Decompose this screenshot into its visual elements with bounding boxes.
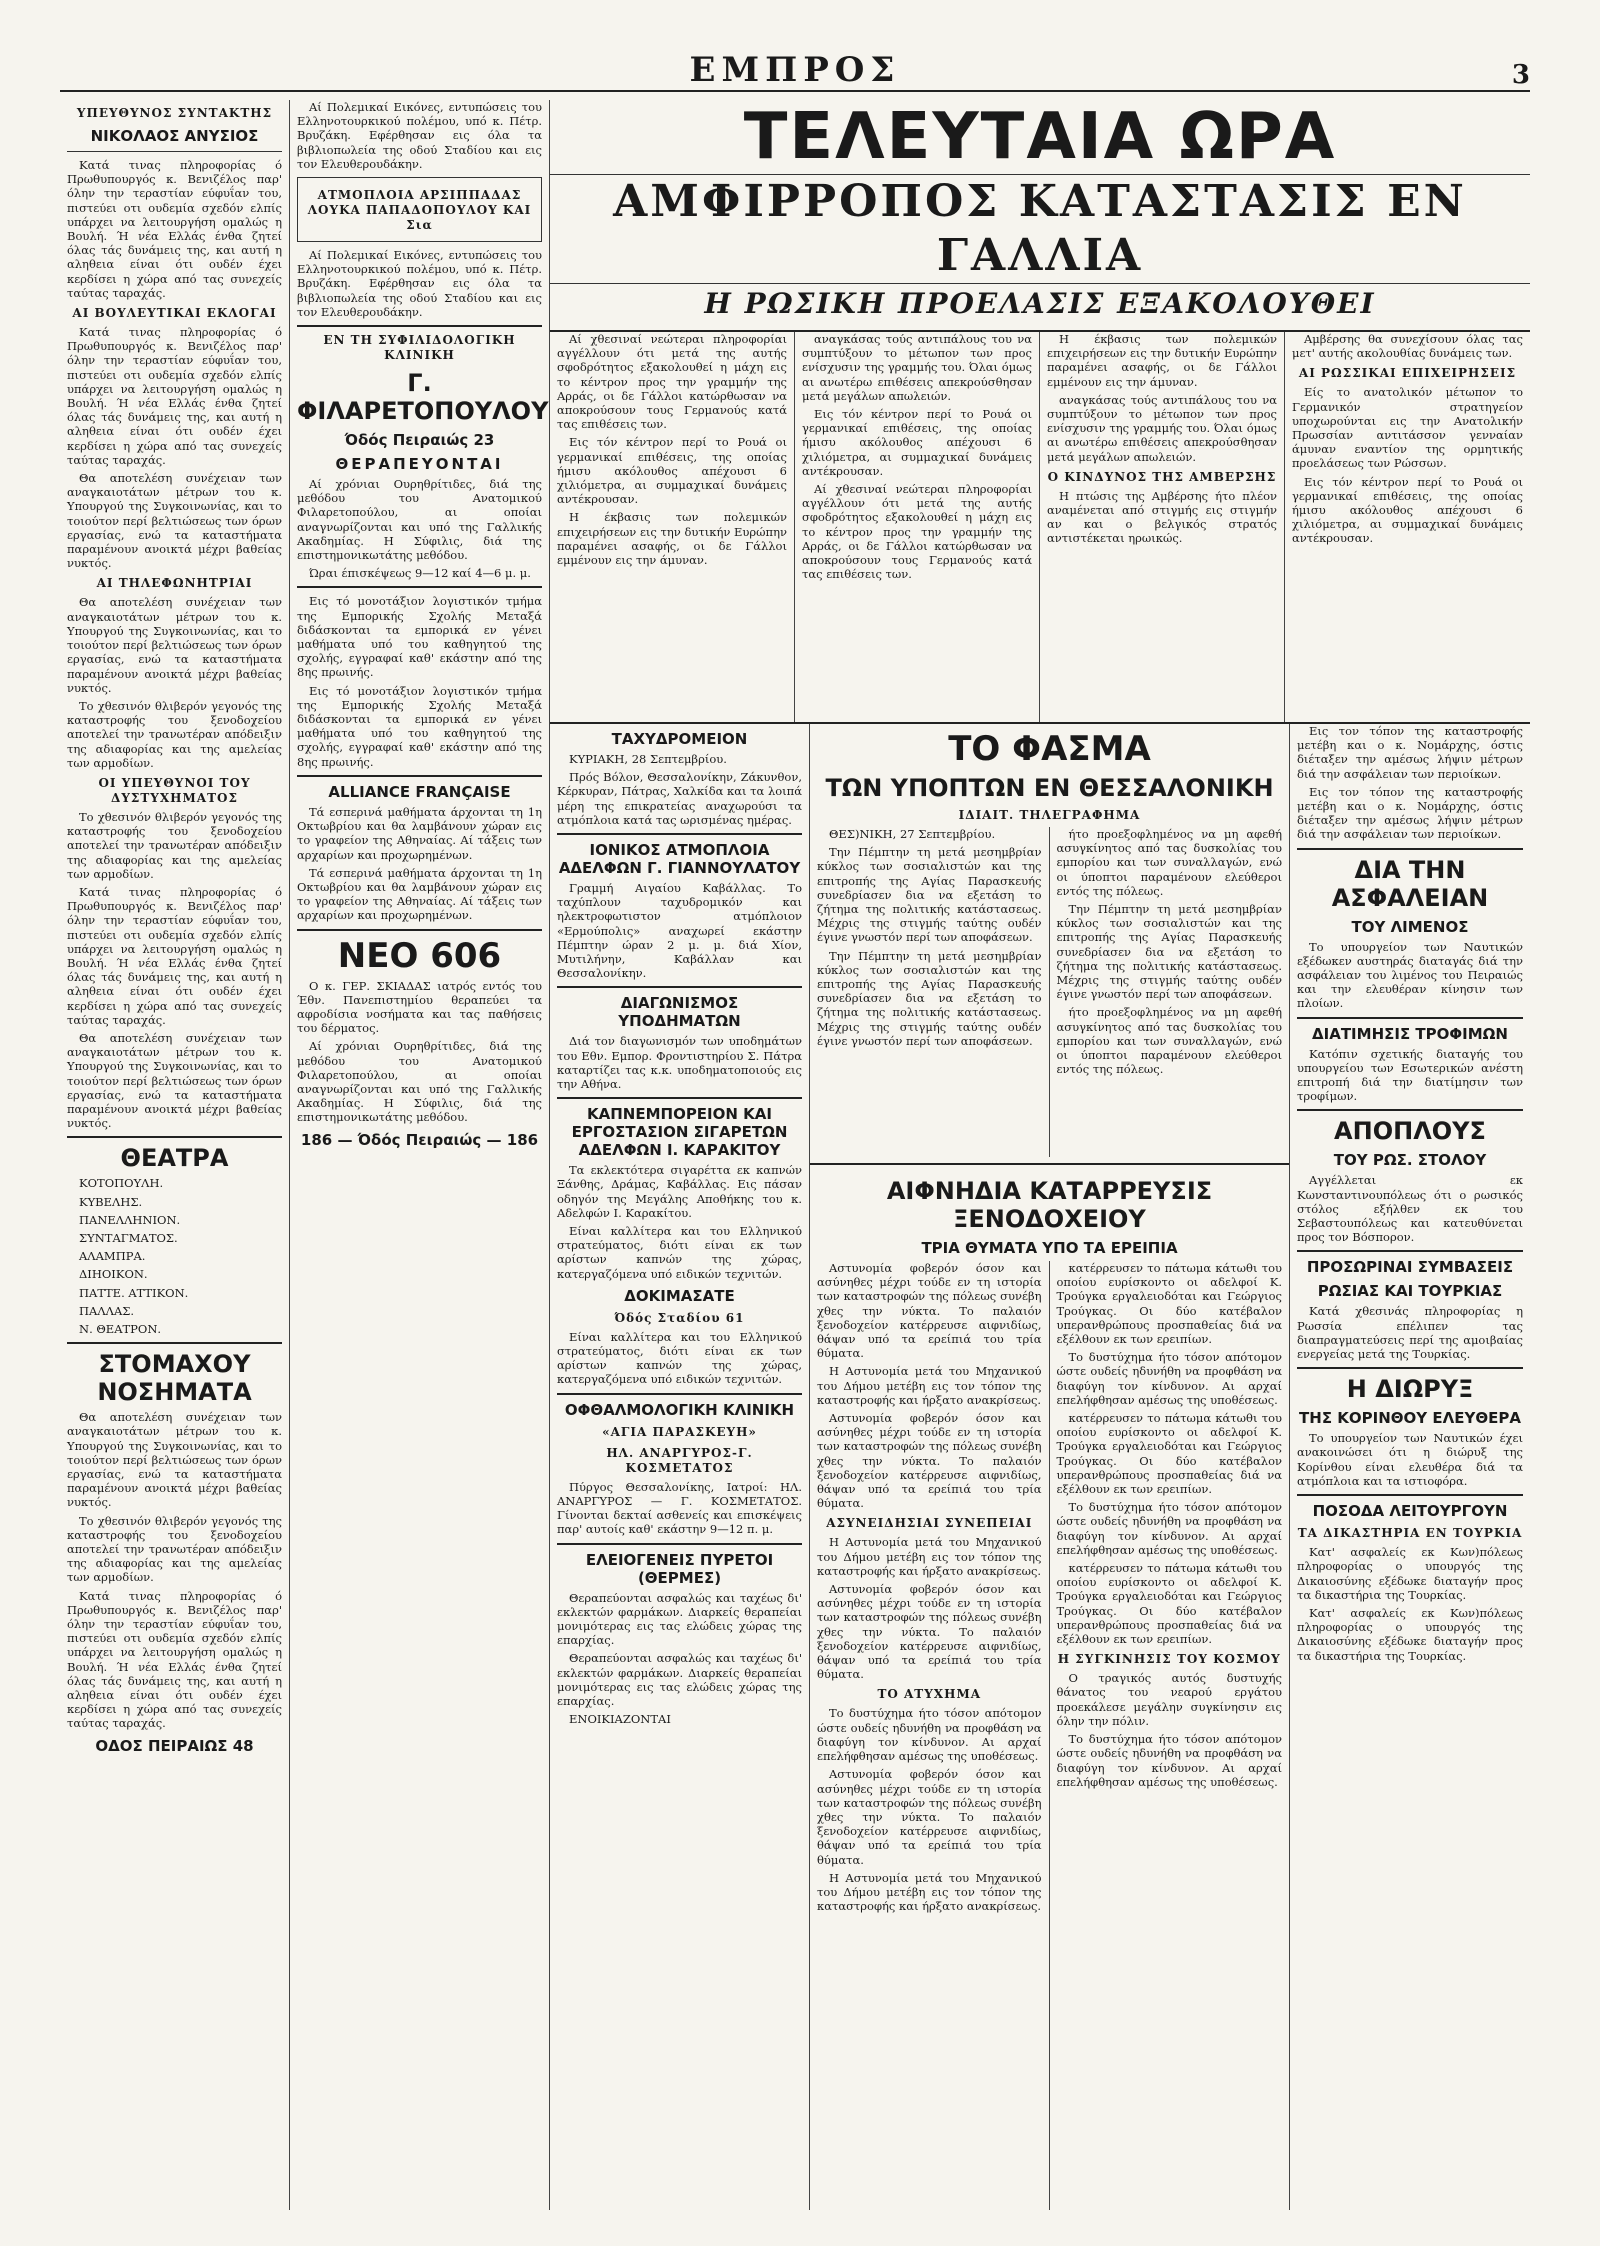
article-text: Πύργος Θεσσαλονίκης, Ιατροί: ΗΛ. ΑΝΑΡΓΥΡΟΣ — Γ. ΚΟΣΜΕΤΑΤΟΣ. Γίνονται δεκταί ασθενείς και επισκέψεις παρ' αυτοίς καθ' εκάστην 9—12 π. μ. bbox=[557, 1479, 802, 1537]
theatre-item: ΔΙΗΟΙΚΟΝ. bbox=[79, 1267, 148, 1282]
article-text: Αγγέλλεται εκ Κωνσταντινουπόλεως ότι ο ρωσικός στόλος εξήλθεν εκ του Σεβαστουπόλεως και κατευθύνεται προς τον Βόσπορον. bbox=[1297, 1173, 1523, 1245]
diagonismos-header: ΔΙΑΓΩΝΙΣΜΟΣ ΥΠΟΔΗΜΑΤΩΝ bbox=[618, 994, 741, 1031]
canal-sub: ΤΗΣ ΚΟΡΙΝΘΟΥ ΕΛΕΥΘΕΡΑ bbox=[1299, 1409, 1521, 1428]
clinic-header: ΕΝ ΤΗ ΣΥΦΙΛΙΔΟΛΟΓΙΚΗ ΚΛΙΝΙΚΗ bbox=[323, 333, 516, 363]
theatre-item: ΠΑΝΕΛΛΗΝΙΟΝ. bbox=[79, 1212, 181, 1227]
article-text: Η Αστυνομία μετά του Μηχανικού του Δήμου μετέβη εις τον τόπον της καταστροφής και ήρξατο ανακρίσεως. bbox=[817, 1535, 1042, 1578]
article-text: Αμβέρσης θα συνεχίσουν όλας τας μετ' αυτής ακολουθίας δυνάμεις των. bbox=[1292, 332, 1523, 361]
article-text: Γραμμή Αιγαίου Καβάλλας. Το ταχύπλουν ταχυδρομικόν και ηλεκτροφωτιστον ατμόπλοιον «Ερμούπολις» αναχωρεί εκάστην Πέμπτην ώραν 2 μ. μ. διά Χίον, Μυτιλήνην, Καβάλλαν και Θεσσαλονίκην. bbox=[557, 881, 802, 981]
right-area bbox=[550, 100, 1530, 2210]
article-text: Κατά χθεσινάς πληροφορίας η Ρωσσία επέλιπεν τας διαπραγματεύσεις περί της αμοιβαίας ενεργείας μετά της Τουρκίας. bbox=[1297, 1304, 1523, 1362]
stomach-ad-header: ΣΤΟΜΑΧΟΥ ΝΟΣΗΜΑΤΑ bbox=[97, 1350, 252, 1407]
article-text: Εις τον τόπον της καταστροφής μετέβη και ο κ. Νομάρχης, όστις διέταξεν την αμέσως λήψιν μέτρων διά την ασφάλειαν των περιοίκων. bbox=[1297, 724, 1523, 781]
subhead-consequences: ΑΣΥΝΕΙΔΗΣΙΑΙ ΣΥΝΕΠΕΙΑΙ bbox=[826, 1516, 1033, 1531]
agreements-sub: ΡΩΣΙΑΣ ΚΑΙ ΤΟΥΡΚΙΑΣ bbox=[1317, 1282, 1503, 1301]
clinic-treat: ΘΕΡΑΠΕΥΟΝΤΑΙ bbox=[335, 455, 504, 474]
kapnemporeion-header: ΚΑΠΝΕΜΠΟΡΕΙΟΝ ΚΑΙ ΕΡΓΟΣΤΑΣΙΟΝ ΣΙΓΑΡΕΤΩΝ ΑΔΕΛΦΩΝ Ι. ΚΑΡΑΚΙΤΟΥ bbox=[571, 1105, 788, 1160]
fasma-headline: ΤΟ ΦΑΣΜΑ bbox=[948, 729, 1151, 769]
page-number: 3 bbox=[1511, 60, 1530, 90]
lower-left-column bbox=[550, 724, 810, 2210]
harbor-safety-header: ΔΙΑ ΤΗΝ ΑΣΦΑΛΕΙΑΝ bbox=[1331, 855, 1489, 912]
masthead-title: ΕΜΠΡΟΣ bbox=[689, 50, 901, 90]
collapse-sub: ΤΡΙΑ ΘΥΜΑΤΑ ΥΠΟ ΤΑ ΕΡΕΙΠΙΑ bbox=[921, 1239, 1178, 1257]
article-text: Η πτώσις της Αμβέρσης ήτο πλέον αναμένεται από στιγμής εις στιγμήν αν και ο βελγικός στρατός αντιστέκεται ηρωικώς. bbox=[1047, 488, 1277, 546]
subhead-accident: ΤΟ ΑΤΥΧΗΜΑ bbox=[877, 1687, 982, 1702]
article-text: Αστυνομία φοβερόν όσον και ασύνηθες μέχρι τούδε εν τη ιστορία των καταστροφών της πόλεως συνέβη χθες την νύκτα. Το παλαιόν ξενοδοχείον κατέρρευσε αιφνιδίως, θάψαν υπό τα ερείπιά του τρία θύματα. bbox=[817, 1261, 1042, 1361]
article-text: αναγκάσας τούς αντιπάλους του να συμπτύξουν το μέτωπον των προς ενίσχυσιν της γραμμής του. Όλαι όμως αι ανωτέρω επιθέσεις απεκρούσθησαν μετά μεγάλων απωλειών. bbox=[802, 332, 1032, 403]
canal-header: Η ΔΙΩΡΥΞ bbox=[1346, 1375, 1474, 1404]
theatre-item: ΑΛΑΜΠΡΑ. bbox=[79, 1249, 146, 1264]
neo-address: 186 — Όδός Πειραιώς — 186 bbox=[300, 1130, 539, 1149]
article-text: Το δυστύχημα ήτο τόσον απότομον ώστε ουδείς ηδυνήθη να προφθάση να διαφύγη τον κίνδυνον. Αι αρχαί επελήφθησαν αμέσως της υποθέσεως. bbox=[817, 1706, 1042, 1764]
subhead-elections: ΑΙ ΒΟΥΛΕΥΤΙΚΑΙ ΕΚΛΟΓΑΙ bbox=[72, 306, 277, 321]
editor-header: ΥΠΕΥΘΥΝΟΣ ΣΥΝΤΑΚΤΗΣ bbox=[76, 106, 273, 120]
article-text: Κατ' ασφαλείς εκ Κων)πόλεως πληροφορίας ο υπουργός της Δικαιοσύνης εξέδωκε διαταγήν προς τα δικαστήρια της Τουρκίας. bbox=[1297, 1605, 1523, 1663]
theatre-item: ΚΥΒΕΛΗΣ. bbox=[79, 1194, 143, 1209]
article-text: Η Αστυνομία μετά του Μηχανικού του Δήμου μετέβη εις τον τόπον της καταστροφής και ήρξατο ανακρίσεως. bbox=[817, 1870, 1042, 1914]
article-text: Το χθεσινόν θλιβερόν γεγονός της καταστροφής του ξενοδοχείου αποτελεί την τρανωτέραν απόδειξιν της αδιαφορίας και της αμελείας των αρμοδίων. bbox=[67, 809, 282, 881]
clinic-hours: Ώραι έπισκέψεως 9—12 καί 4—6 μ. μ. bbox=[309, 566, 531, 581]
fasma-telegram: ΙΔΙΑΙΤ. ΤΗΛΕΓΡΑΦΗΜΑ bbox=[958, 808, 1141, 822]
article-text: Εις τόν κέντρον περί το Ρουά οι γερμανικαί επιθέσεις, της οποίας ήμισυ ακόλουθος απέχουσι 6 χιλιόμετρα, αι συμμαχικαί δυνάμεις αντέκρουσαν. bbox=[802, 407, 1032, 478]
theatre-item: ΣΥΝΤΑΓΜΑΤΟΣ. bbox=[79, 1231, 178, 1245]
article-text: Θεραπεύονται ασφαλώς και ταχέως δι' εκλεκτών φαρμάκων. Διαρκείς θεραπείαι μονιμότερας εις τας ελώδεις χώρας της επαρχίας. bbox=[557, 1651, 802, 1708]
main-headline-block bbox=[550, 100, 1530, 332]
dokimasate: ΔΟΚΙΜΑΣΑΤΕ bbox=[624, 1286, 735, 1305]
clinic-name: Γ. ΦΙΛΑΡΕΤΟΠΟΥΛΟΥ bbox=[297, 369, 549, 426]
article-text: αναγκάσας τούς αντιπάλους του να συμπτύξουν το μέτωπον των προς ενίσχυσιν της γραμμής του. Όλαι όμως αι ανωτέρω επιθέσεις απεκρούσθησαν μετά μεγάλων απωλειών. bbox=[1047, 392, 1277, 464]
harbor-safety-sub: ΤΟΥ ΛΙΜΕΝΟΣ bbox=[1351, 917, 1469, 936]
alliance-header: ALLIANCE FRANÇAISE bbox=[328, 782, 511, 801]
editor-name: ΝΙΚΟΛΑΟΣ ΑΝΥΣΙΟΣ bbox=[90, 127, 259, 145]
ad-shipping: ΑΤΜΟΠΛΟΙΑ ΑΡΣΙΠΠΑΔΑΣ ΛΟΥΚΑ ΠΑΠΑΔΟΠΟΥΛΟΥ ΚΑΙ Σια bbox=[297, 177, 542, 242]
article-text: Είς το ανατολικόν μέτωπον το Γερμανικόν στρατηγείον υποχωρούνται εις την Ανατολικήν Πρωσσίαν αντιτάσσον γενναίαν άμυναν εναντίον της ορμητικής προελάσεως των Ρώσσων. bbox=[1292, 385, 1523, 471]
article-text: Αστυνομία φοβερόν όσον και ασύνηθες μέχρι τούδε εν τη ιστορία των καταστροφών της πόλεως συνέβη χθες την νύκτα. Το παλαιόν ξενοδοχείον κατέρρευσε αιφνιδίως, θάψαν υπό τα ερείπιά του τρία θύματα. bbox=[817, 1767, 1042, 1867]
article-text: Θεραπεύονται ασφαλώς και ταχέως δι' εκλεκτών φαρμάκων. Διαρκείς θεραπείαι μονιμότερας εις τας ελώδεις χώρας της επαρχίας. bbox=[557, 1590, 802, 1648]
article-text: Αί χθεσιναί νεώτεραι πληροφορίαι αγγέλλουν ότι μετά της αυτής σφοδρότητος εξακολουθεί η μάχη εις το κέντρον προς την γραμμήν της Αρράς, οι δε Γάλλοι κατώρθωσαν να αποκρούσουν τους Γερμανούς κατά τας επιθέσεις των. bbox=[557, 332, 787, 432]
subhead-responsible: ΟΙ ΥΠΕΥΘΥΝΟΙ ΤΟΥ ΔΥΣΤΥΧΗΜΑΤΟΣ bbox=[98, 775, 251, 805]
lower-right-column bbox=[1290, 724, 1530, 2210]
ad-text: Κατά τινας πληροφορίας ό Πρωθυπουργός κ. Βενιζέλος παρ' όλην την τεραστίαν εύφυΐαν του, πιστεύει οτι ουδεμία σχεδόν ελπίς υπάρχει να λειτουργήση ομαλώς η Βουλή. Ή νέα Ελλάς ένθα ζητεί όλας τάς δυνάμεις της, και αυτή η αληθεια είναι ότι ουδέν έχει κερδίσει η χώρα από τας συνεχείς ταύτας ταραχάς. bbox=[67, 1588, 282, 1731]
ophthalmo-doctors: ΗΛ. ΑΝΑΡΓΥΡΟΣ-Γ. ΚΟΣΜΕΤΑΤΟΣ bbox=[606, 1445, 753, 1475]
article-text: Εις τό μονοτάξιον λογιστικόν τμήμα της Εμπορικής Σχολής Μεταξά διδάσκονται τα εμπορικά εν γένει μαθήματα υπό του καθηγητού της σχολής, εγγραφαί καθ' εκάστην από της 8ης πρωινής. bbox=[297, 683, 542, 769]
article-text: Τα εκλεκτότερα σιγαρέττα εκ καπνών Ξάνθης, Δράμας, Καβάλλας. Εις πάσαν οδηγόν της Μεγάλης Αποθήκης του κ. Αδελφών Ι. Καρακίτου. bbox=[557, 1163, 802, 1220]
ad-text: Θα αποτελέση συνέχειαν των αναγκαιοτάτων μέτρων του κ. Υπουργού της Συγκοινωνίας, και το τοιούτον περί βελτιώσεως των όρων εργασίας, ενώ τα καταστήματα παραμένουν ανοικτά μέχρι βαθείας νυκτός. bbox=[67, 1410, 282, 1510]
theatre-header: ΘΕΑΤΡΑ bbox=[120, 1144, 229, 1173]
ophthalmo-header: ΟΦΘΑΛΜΟΛΟΓΙΚΗ ΚΛΙΝΙΚΗ bbox=[564, 1400, 795, 1419]
fleet-sub: ΤΟΥ ΡΩΣ. ΣΤΟΛΟΥ bbox=[1333, 1151, 1487, 1170]
article-text: Το δυστύχημα ήτο τόσον απότομον ώστε ουδείς ηδυνήθη να προφθάση να διαφύγη τον κίνδυνον. Αι αρχαί επελήφθησαν αμέσως της υποθέσεως. bbox=[1056, 1732, 1282, 1789]
subhead-emotion: Η ΣΥΓΚΙΝΗΣΙΣ ΤΟΥ ΚΟΣΜΟΥ bbox=[1057, 1652, 1281, 1667]
article-text: Κατ' ασφαλείς εκ Κων)πόλεως πληροφορίας ο υπουργός της Δικαιοσύνης εξέδωκε διαταγήν προς τα δικαστήρια της Τουρκίας. bbox=[1297, 1545, 1523, 1602]
article-text: Εις τόν κέντρον περί το Ρουά οι γερμανικαί επιθέσεις, της οποίας ήμισυ ακόλουθος απέχουσι 6 χιλιόμετρα, αι συμμαχικαί δυνάμεις αντέκρουσαν. bbox=[1292, 474, 1523, 546]
article-text: Το χθεσινόν θλιβερόν γεγονός της καταστροφής του ξενοδοχείου αποτελεί την τρανωτέραν απόδειξιν της αδιαφορίας και της αμελείας των αρμοδίων. bbox=[67, 698, 282, 770]
stomach-ad-address: ΟΔΟΣ ΠΕΙΡΑΙΩΣ 48 bbox=[95, 1736, 254, 1755]
ophthalmo-name: «ΑΓΙΑ ΠΑΡΑΣΚΕΥΗ» bbox=[602, 1424, 757, 1439]
article-text: Τά εσπερινά μαθήματα άρχονται τη 1η Οκτωβρίου και θα λαμβάνουν χώραν εις το γραφείον της Αθηναίας. Αί τάξεις των αρχαρίων και προχωρημένων. bbox=[297, 865, 542, 923]
article-text: ήτο προεξοφλημένος να μη αφεθή ασυγκίνητος από τας δυσκολίας του εμπορίου και των συναλλαγών, ενώ οι ύποπτοι παραμένουν ελεύθεροι εντός της πόλεως. bbox=[1056, 1005, 1282, 1077]
article-text: κατέρρευσεν το πάτωμα κάτωθι του οποίου ευρίσκοντο οι αδελφοί Κ. Τρούγκα εργαλειοδόται και Γεώργιος Τρούγκας. Οι δύο κατέβαλον υπερανθρώπους προσπαθείας διά να εξέλθουν εκ των ερειπίων. bbox=[1056, 1561, 1282, 1647]
food-prices-header: ΔΙΑΤΙΜΗΣΙΣ ΤΡΟΦΙΜΩΝ bbox=[1312, 1024, 1508, 1043]
article-text: Πρός Βόλον, Θεσσαλονίκην, Ζάκυνθον, Κέρκυραν, Πάτρας, Χαλκίδα και τα λοιπά μέρη της επικρατείας αναχωρούσι τα ατμόπλοια κατά τας ωρισμένας ημέρας. bbox=[557, 770, 802, 827]
war-news-block bbox=[550, 332, 1530, 724]
article-text: Αστυνομία φοβερόν όσον και ασύνηθες μέχρι τούδε εν τη ιστορία των καταστροφών της πόλεως συνέβη χθες την νύκτα. Το παλαιόν ξενοδοχείον κατέρρευσε αιφνιδίως, θάψαν υπό τα ερείπιά του τρία θύματα. bbox=[817, 1411, 1042, 1511]
article-text: Το δυστύχημα ήτο τόσον απότομον ώστε ουδείς ηδυνήθη να προφθάση να διαφύγη τον κίνδυνον. Αι αρχαί επελήφθησαν αμέσως της υποθέσεως. bbox=[1056, 1500, 1282, 1557]
article-text: κατέρρευσεν το πάτωμα κάτωθι του οποίου ευρίσκοντο οι αδελφοί Κ. Τρούγκα εργαλειοδόται και Γεώργιος Τρούγκας. Οι δύο κατέβαλον υπερανθρώπους προσπαθείας διά να εξέλθουν εκ των ερειπίων. bbox=[1056, 1261, 1282, 1347]
article-text: Το υπουργείον των Ναυτικών εξέδωκεν αυστηράς διαταγάς διά την ασφάλειαν του λιμένος του Πειραιώς και την ελευθέραν κίνησιν των πλοίων. bbox=[1297, 939, 1523, 1011]
article-text: Εις τό μονοτάξιον λογιστικόν τμήμα της Εμπορικής Σχολής Μεταξά διδάσκονται τα εμπορικά εν γένει μαθήματα υπό του καθηγητού της σχολής, εγγραφαί καθ' εκάστην από της 8ης πρωινής. bbox=[297, 594, 542, 680]
article-text: κατέρρευσεν το πάτωμα κάτωθι του οποίου ευρίσκοντο οι αδελφοί Κ. Τρούγκα εργαλειοδόται και Γεώργιος Τρούγκας. Οι δύο κατέβαλον υπερανθρώπους προσπαθείας διά να εξέλθουν εκ των ερειπίων. bbox=[1056, 1411, 1282, 1497]
article-text: Κατά τινας πληροφορίας ό Πρωθυπουργός κ. Βενιζέλος παρ' όλην την τεραστίαν εύφυΐαν του, πιστεύει οτι ουδεμία σχεδόν ελπίς υπάρχει να λειτουργήση ομαλώς η Βουλή. Ή νέα Ελλάς ένθα ζητεί όλας τάς δυνάμεις της, και αυτή η αληθεια είναι ότι ουδέν έχει κερδίσει η χώρα από τας συνεχείς ταύτας ταραχάς. bbox=[67, 884, 282, 1027]
fleet-header: ΑΠΟΠΛΟΥΣ bbox=[1334, 1117, 1486, 1146]
headline-france: ΑΜΦΙΡΡΟΠΟΣ ΚΑΤΑΣΤΑΣΙΣ ΕΝ ΓΑΛΛΙΑ bbox=[550, 174, 1530, 284]
courts-header: ΠΟΣΟΔΑ ΛΕΙΤΟΥΡΓΟΥΝ bbox=[1312, 1502, 1508, 1521]
article-text: Αστυνομία φοβερόν όσον και ασύνηθες μέχρι τούδε εν τη ιστορία των καταστροφών της πόλεως συνέβη χθες την νύκτα. Το παλαιόν ξενοδοχείον κατέρρευσε αιφνιδίως, θάψαν υπό τα ερείπιά του τρία θύματα. bbox=[817, 1582, 1042, 1682]
headline-russia: Η ΡΩΣΙΚΗ ΠΡΟΕΛΑΣΙΣ ΕΞΑΚΟΛΟΥΘΕΙ bbox=[704, 287, 1376, 320]
article-text: Το δυστύχημα ήτο τόσον απότομον ώστε ουδείς ηδυνήθη να προφθάση να διαφύγη τον κίνδυνον. Αι αρχαί επελήφθησαν αμέσως της υποθέσεως. bbox=[1056, 1350, 1282, 1407]
masthead bbox=[60, 40, 1530, 92]
article-text: Είναι καλλίτερα και του Ελληνικού στρατεύματος, διότι είναι εκ των αρίστων καπνών της χώρας, κατεργαζόμενα υπό ειδικών τεχνιτών. bbox=[557, 1329, 802, 1387]
article-text: Τά εσπερινά μαθήματα άρχονται τη 1η Οκτωβρίου και θα λαμβάνουν χώραν εις το γραφείον της Αθηναίας. Αί τάξεις των αρχαρίων και προχωρημένων. bbox=[297, 804, 542, 862]
article-text: ήτο προεξοφλημένος να μη αφεθή ασυγκίνητος από τας δυσκολίας του εμπορίου και των συναλλαγών, ενώ οι ύποπτοι παραμένουν ελεύθεροι εντός της πόλεως. bbox=[1056, 827, 1282, 898]
article-text: Αί χθεσιναί νεώτεραι πληροφορίαι αγγέλλουν ότι μετά της αυτής σφοδρότητος εξακολουθεί η μάχη εις το κέντρον προς την γραμμήν της Αρράς, οι δε Γάλλοι κατώρθωσαν να αποκρούσουν τους Γερμανούς κατά τας επιθέσεις των. bbox=[802, 482, 1032, 582]
theatre-item: Ν. ΘΕΑΤΡΟΝ. bbox=[79, 1322, 162, 1337]
article-text: Θα αποτελέση συνέχειαν των αναγκαιοτάτων μέτρων του κ. Υπουργού της Συγκοινωνίας, και το τοιούτον περί βελτιώσεως των όρων εργασίας, ενώ τα καταστήματα παραμένουν ανοικτά μέχρι βαθείας νυκτός. bbox=[67, 595, 282, 695]
article-text: Την Πέμπτην τη μετά μεσημβρίαν κύκλος των σοσιαλιστών και της επιτροπής της Αγίας Παρασκευής συνεδρίασεν δια να εξετάση το ζήτημα της πολιτικής κατάστασεως. Μέχρις της στιγμής ταύτης ουδέν έγινε γνωστόν περί των αποφάσεων. bbox=[1056, 902, 1282, 1002]
article-text: Ο κ. ΓΕΡ. ΣΚΙΑΔΑΣ ιατρός εντός του Έθν. Πανεπιστημίου θεραπεύει τα αφροδίσια νοσήματα και τας παθήσεις του δέρματος. bbox=[297, 978, 542, 1036]
tach-date: ΚΥΡΙΑΚΗ, 28 Σεπτεμβρίου. bbox=[569, 752, 727, 766]
subhead-antwerp: Ο ΚΙΝΔΥΝΟΣ ΤΗΣ ΑΜΒΕΡΣΗΣ bbox=[1047, 469, 1277, 484]
article-text: Θα αποτελέση συνέχειαν των αναγκαιοτάτων μέτρων του κ. Υπουργού της Συγκοινωνίας, και το τοιούτον περί βελτιώσεως των όρων εργασίας, ενώ τα καταστήματα παραμένουν ανοικτά μέχρι βαθείας νυκτός. bbox=[67, 1030, 282, 1131]
rent-notice: ΕΝΟΙΚΙΑΖΟΝΤΑΙ bbox=[569, 1712, 671, 1727]
article-text: Διά τον διαγωνισμόν των υποδημάτων του Εθν. Εμπορ. Φροντιστηρίου Σ. Πάτρα καταρτίζει τας κ.κ. υποδηματοποιούς εις την Αθήνα. bbox=[557, 1034, 802, 1092]
article-text: Αί χρόνιαι Ουρηθρίτιδες, διά της μεθόδου του Ανατομικού Φιλαρετοπούλου, αι οποίαι αναγνωρίζονται και υπό της Γαλλικής Ακαδημίας. Η Σύφιλις, διά της επιστημονικωτάτης μεθόδου. bbox=[297, 1039, 542, 1125]
columns bbox=[60, 100, 1530, 2210]
theatre-item: ΠΑΤΤΕ. ΑΤΤΙΚΟΝ. bbox=[79, 1285, 189, 1300]
article-text: Η έκβασις των πολεμικών επιχειρήσεων εις την δυτικήν Ευρώπην παραμένει ασαφής, οι δε Γάλλοι εμμένουν εις την άμυναν. bbox=[557, 510, 787, 568]
middle-block bbox=[810, 724, 1290, 2210]
article-text: Εις τόν κέντρον περί το Ρουά οι γερμανικαί επιθέσεις, της οποίας ήμισυ ακόλουθος απέχουσι 6 χιλιόμετρα, αι συμμαχικαί δυνάμεις αντέκρουσαν. bbox=[557, 435, 787, 507]
theatre-item: ΠΑΛΛΑΣ. bbox=[79, 1303, 135, 1318]
article-text: Κατά τινας πληροφορίας ό Πρωθυπουργός κ. Βενιζέλος παρ' όλην την τεραστίαν εύφυΐαν του, πιστεύει οτι ουδεμία σχεδόν ελπίς υπάρχει να λειτουργήση ομαλώς η Βουλή. Ή νέα Ελλάς ένθα ζητεί όλας τάς δυνάμεις της, και αυτή η αληθεια είναι ότι ουδέν έχει κερδίσει η χώρα από τας συνεχείς ταύτας ταραχάς. bbox=[67, 325, 282, 467]
article-text: Εις τον τόπον της καταστροφής μετέβη και ο κ. Νομάρχης, όστις διέταξεν την αμέσως λήψιν μέτρων διά την ασφάλειαν των περιοίκων. bbox=[1297, 784, 1523, 842]
ionikos-header: ΙΟΝΙΚΟΣ ΑΤΜΟΠΛΟΙΑ ΑΔΕΛΦΩΝ Γ. ΓΙΑΝΝΟΥΛΑΤΟΥ bbox=[558, 841, 801, 878]
article-text: Αί Πολεμικαί Εικόνες, εντυπώσεις του Ελληνοτουρκικού πολέμου, υπό κ. Πέτρ. Βρυζάκη. Εφέρθησαν εις όλα τα βιβλιοπωλεία της οδού Σταδίου και εις τον Ελευθερουδάκην. bbox=[297, 248, 542, 319]
neo-606-header: ΝΕΟ 606 bbox=[337, 935, 502, 976]
fevers-header: ΕΛΕΙΟΓΕΝΕΙΣ ΠΥΡΕΤΟΙ (ΘΕΡΜΕΣ) bbox=[585, 1550, 774, 1587]
article-text: Είναι καλλίτερα και του Ελληνικού στρατεύματος, διότι είναι εκ των αρίστων καπνών της χώρας, κατεργαζόμενα υπό ειδικών τεχνιτών. bbox=[557, 1224, 802, 1281]
clinic-text: Αί χρόνιαι Ουρηθρίτιδες, διά της μεθόδου του Ανατομικού Φιλαρετοπούλου, αι οποίαι αναγνωρίζονται και υπό της Γαλλικής Ακαδημίας. Η Σύφιλις, διά της επιστημονικωτάτης μεθόδου. bbox=[297, 477, 542, 563]
article-text: Κατόπιν σχετικής διαταγής του υπουργείου των Εσωτερικών ανέστη επιτροπή διά την διατίμησιν των τροφίμων. bbox=[1297, 1046, 1523, 1104]
article-text: Την Πέμπτην τη μετά μεσημβρίαν κύκλος των σοσιαλιστών και της επιτροπής της Αγίας Παρασκευής συνεδρίασεν δια να εξετάση το ζήτημα της πολιτικής κατάστασεως. Μέχρις της στιγμής ταύτης ουδέν έγινε γνωστόν περί των αποφάσεων. bbox=[817, 845, 1042, 945]
article-text: Η Αστυνομία μετά του Μηχανικού του Δήμου μετέβη εις τον τόπον της καταστροφής και ήρξατο ανακρίσεως. bbox=[817, 1364, 1042, 1407]
article-text: Ο τραγικός αυτός δυστυχής θάνατος του νεαρού εργάτου προεκάλεσε μεγάλην συγκίνησιν εις όλην την πόλιν. bbox=[1056, 1671, 1282, 1728]
ad-text: Το χθεσινόν θλιβερόν γεγονός της καταστροφής του ξενοδοχείου αποτελεί την τρανωτέραν απόδειξιν της αδιαφορίας και της αμελείας των αρμοδίων. bbox=[67, 1513, 282, 1585]
tachydromeion-header: ΤΑΧΥΔΡΟΜΕΙΟΝ bbox=[611, 730, 748, 748]
headline-last-hour: ΤΕΛΕΥΤΑΙΑ ΩΡΑ bbox=[743, 100, 1337, 174]
article-text: Θα αποτελέση συνέχειαν των αναγκαιοτάτων μέτρων του κ. Υπουργού της Συγκοινωνίας, και το τοιούτον περί βελτιώσεως των όρων εργασίας, ενώ τα καταστήματα παραμένουν ανοικτά μέχρι βαθείας νυκτός. bbox=[67, 471, 282, 571]
subhead-russian-ops: ΑΙ ΡΩΣΣΙΚΑΙ ΕΠΙΧΕΙΡΗΣΕΙΣ bbox=[1298, 366, 1517, 381]
clinic-address: Όδός Πειραιώς 23 bbox=[344, 431, 495, 450]
article-text: Η έκβασις των πολεμικών επιχειρήσεων εις την δυτικήν Ευρώπην παραμένει ασαφής, οι δε Γάλλοι εμμένουν εις την άμυναν. bbox=[1047, 332, 1277, 389]
collapse-headline: ΑΙΦΝΗΔΙΑ ΚΑΤΑΡΡΕΥΣΙΣ ΞΕΝΟΔΟΧΕΙΟΥ bbox=[886, 1177, 1213, 1233]
article-text: Την Πέμπτην τη μετά μεσημβρίαν κύκλος των σοσιαλιστών και της επιτροπής της Αγίας Παρασκευής συνεδρίασεν δια να εξετάση το ζήτημα της πολιτικής κατάστασεως. Μέχρις της στιγμής ταύτης ουδέν έγινε γνωστόν περί των αποφάσεων. bbox=[817, 948, 1042, 1048]
lower-block bbox=[550, 724, 1530, 2210]
article-text: Κατά τινας πληροφορίας ό Πρωθυπουργός κ. Βενιζέλος παρ' όλην την τεραστίαν εύφυΐαν του, πιστεύει οτι ουδεμία σχεδόν ελπίς υπάρχει να λειτουργήση ομαλώς η Βουλή. Ή νέα Ελλάς ένθα ζητεί όλας τάς δυνάμεις της, και αυτή η αληθεια είναι ότι ουδέν έχει κερδίσει η χώρα από τας συνεχείς ταύτας ταραχάς. bbox=[67, 158, 282, 300]
column-2 bbox=[290, 100, 550, 2210]
dokimasate-address: Όδός Σταδίου 61 bbox=[614, 1310, 745, 1325]
fasma-sub: ΤΩΝ ΥΠΟΠΤΩΝ ΕΝ ΘΕΣΣΑΛΟΝΙΚΗ bbox=[825, 774, 1274, 802]
courts-sub: ΤΑ ΔΙΚΑΣΤΗΡΙΑ ΕΝ ΤΟΥΡΚΙΑ bbox=[1297, 1526, 1523, 1541]
subhead-telephone: ΑΙ ΤΗΛΕΦΩΝΗΤΡΙΑΙ bbox=[96, 576, 253, 591]
fasma-date: ΘΕΣ)ΝΙΚΗ, 27 Σεπτεμβρίου. bbox=[829, 827, 996, 841]
theatre-item: ΚΟΤΟΠΟΥΛΗ. bbox=[79, 1176, 164, 1191]
column-1 bbox=[60, 100, 290, 2210]
article-text: Το υπουργείον των Ναυτικών έχει ανακοινώσει ότι η διώρυξ της Κορίνθου είναι ελευθέρα διά τα ατμόπλοια και τα ιστιοφόρα. bbox=[1297, 1431, 1523, 1488]
agreements-header: ΠΡΟΣΩΡΙΝΑΙ ΣΥΜΒΑΣΕΙΣ bbox=[1306, 1258, 1514, 1277]
article-text: Αί Πολεμικαί Εικόνες, εντυπώσεις του Ελληνοτουρκικού πολέμου, υπό κ. Πέτρ. Βρυζάκη. Εφέρθησαν εις όλα τα βιβλιοπωλεία της οδού Σταδίου και εις τον Ελευθερουδάκην. bbox=[297, 100, 542, 171]
